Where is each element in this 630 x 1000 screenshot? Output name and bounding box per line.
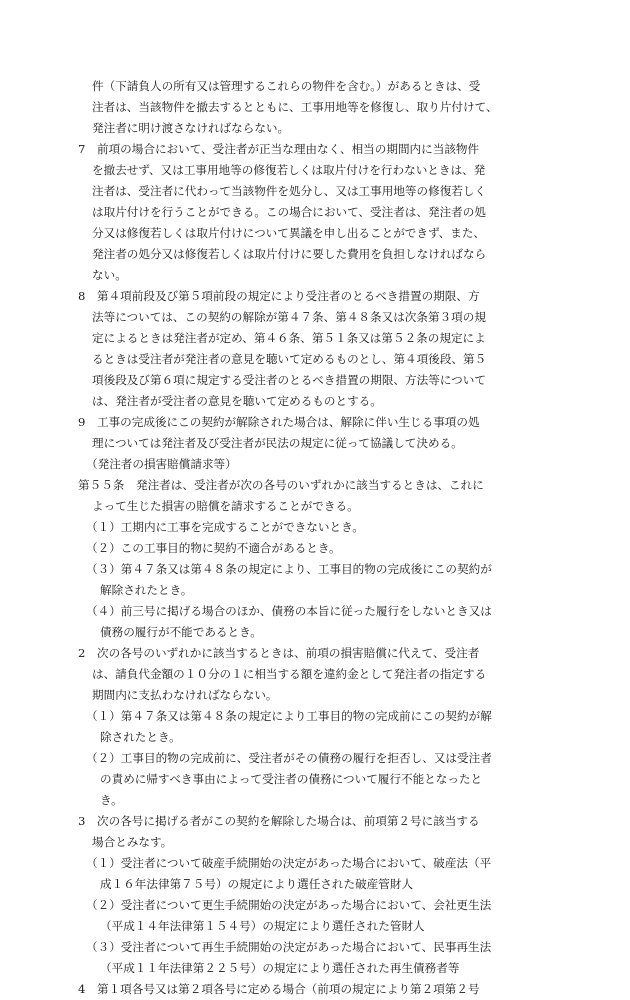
text-line: 項後段及び第６項に規定する受注者のとるべき措置の期限、方法等について xyxy=(92,373,486,387)
text-line: （２）この工事目的物に契約不適合があるとき。 xyxy=(86,541,341,555)
text-line: 期間内に支払わなければならない。 xyxy=(92,688,278,702)
text-line: 注者は、当該物件を撤去するとともに、工事用地等を修復し、取り片付けて、 xyxy=(92,100,498,114)
text-line: 発注者に明け渡さなければならない。 xyxy=(92,121,290,135)
text-line: ない。 xyxy=(92,268,127,282)
text-line: を撤去せず、又は工事用地等の修復若しくは取片付けを行わないときは、発 xyxy=(92,163,486,177)
text-line: は、発注者が受注者の意見を聴いて定めるものとする。 xyxy=(92,394,382,408)
text-line: 除されたとき。 xyxy=(100,730,181,744)
text-line: 4 第１項各号又は第２項各号に定める場合（前項の規定により第２項第２号 xyxy=(78,982,480,996)
text-line: （平成１１年法律第２２５号）の規定により選任された再生債務者等 xyxy=(100,961,460,975)
text-line: 第５５条 発注者は、受注者が次の各号のいずれかに該当するときは、これに xyxy=(78,478,484,492)
text-line: （３）受注者について再生手続開始の決定があった場合において、民事再生法 xyxy=(86,940,492,954)
text-line: （１）工期内に工事を完成することができないとき。 xyxy=(86,520,364,534)
text-line: 発注者の処分又は修復若しくは取片付けに要した費用を負担しなければなら xyxy=(92,247,487,261)
text-line: 定によるときは発注者が定め、第４６条、第５１条又は第５２条の規定によ xyxy=(92,331,486,345)
text-line: き。 xyxy=(100,793,123,807)
text-line: は、請負代金額の１０分の１に相当する額を違約金として発注者の指定する xyxy=(92,667,487,681)
text-line: 場合とみなす。 xyxy=(92,835,173,849)
text-line: （１）第４７条又は第４８条の規定により工事目的物の完成前にこの契約が解 xyxy=(86,709,492,723)
text-line: （２）受注者について更生手続開始の決定があった場合において、会社更生法 xyxy=(86,898,492,912)
text-line: は取片付けを行うことができる。この場合において、受注者は、発注者の処 xyxy=(92,205,486,219)
document-body xyxy=(0,76,630,1000)
text-line: 債務の履行が不能であるとき。 xyxy=(100,625,262,639)
text-line: るときは受注者が発注者の意見を聴いて定めるものとし、第４項後段、第５ xyxy=(92,352,487,366)
text-line: （発注者の損害賠償請求等） xyxy=(86,457,237,471)
text-line: 成１６年法律第７５号）の規定により選任された破産管財人 xyxy=(100,877,414,891)
text-line: 9 工事の完成後にこの契約が解除された場合は、解除に伴い生じる事項の処 xyxy=(78,415,480,429)
text-line: 理については発注者及び受注者が民法の規定に従って協議して決める。 xyxy=(92,436,463,450)
text-line: （１）受注者について破産手続開始の決定があった場合において、破産法（平 xyxy=(86,856,492,870)
text-line: （平成１４年法律第１５４号）の規定により選任された管財人 xyxy=(100,919,425,933)
text-line: 法等については、この契約の解除が第４７条、第４８条又は次条第３項の規 xyxy=(92,310,486,324)
text-line: （２）工事目的物の完成前に、受注者がその債務の履行を拒否し、又は受注者 xyxy=(86,751,492,765)
text-line: 2 次の各号のいずれかに該当するときは、前項の損害賠償に代えて、受注者 xyxy=(78,646,480,660)
text-line: 件（下請負人の所有又は管理するこれらの物件を含む。）があるときは、受 xyxy=(92,79,481,93)
text-line: 分又は修復若しくは取片付けについて異議を申し出ることができず、また、 xyxy=(92,226,486,240)
text-line: 注者は、受注者に代わって当該物件を処分し、又は工事用地等の修復若しく xyxy=(92,184,487,198)
text-line: の責めに帰すべき事由によって受注者の債務について履行不能となったと xyxy=(100,772,483,786)
text-line: （３）第４７条又は第４８条の規定により、工事目的物の完成後にこの契約が xyxy=(86,562,492,576)
text-line: 8 第４項前段及び第５項前段の規定により受注者のとるべき措置の期限、方 xyxy=(78,289,480,303)
text-line: （４）前三号に掲げる場合のほか、債務の本旨に従った履行をしないとき又は xyxy=(86,604,492,618)
text-line: 解除されたとき。 xyxy=(100,583,193,597)
text-line: よって生じた損害の賠償を請求することができる。 xyxy=(92,499,359,513)
text-line: 3 次の各号に掲げる者がこの契約を解除した場合は、前項第２号に該当する xyxy=(78,814,480,828)
text-line: 7 前項の場合において、受注者が正当な理由なく、相当の期間内に当該物件 xyxy=(78,142,480,156)
